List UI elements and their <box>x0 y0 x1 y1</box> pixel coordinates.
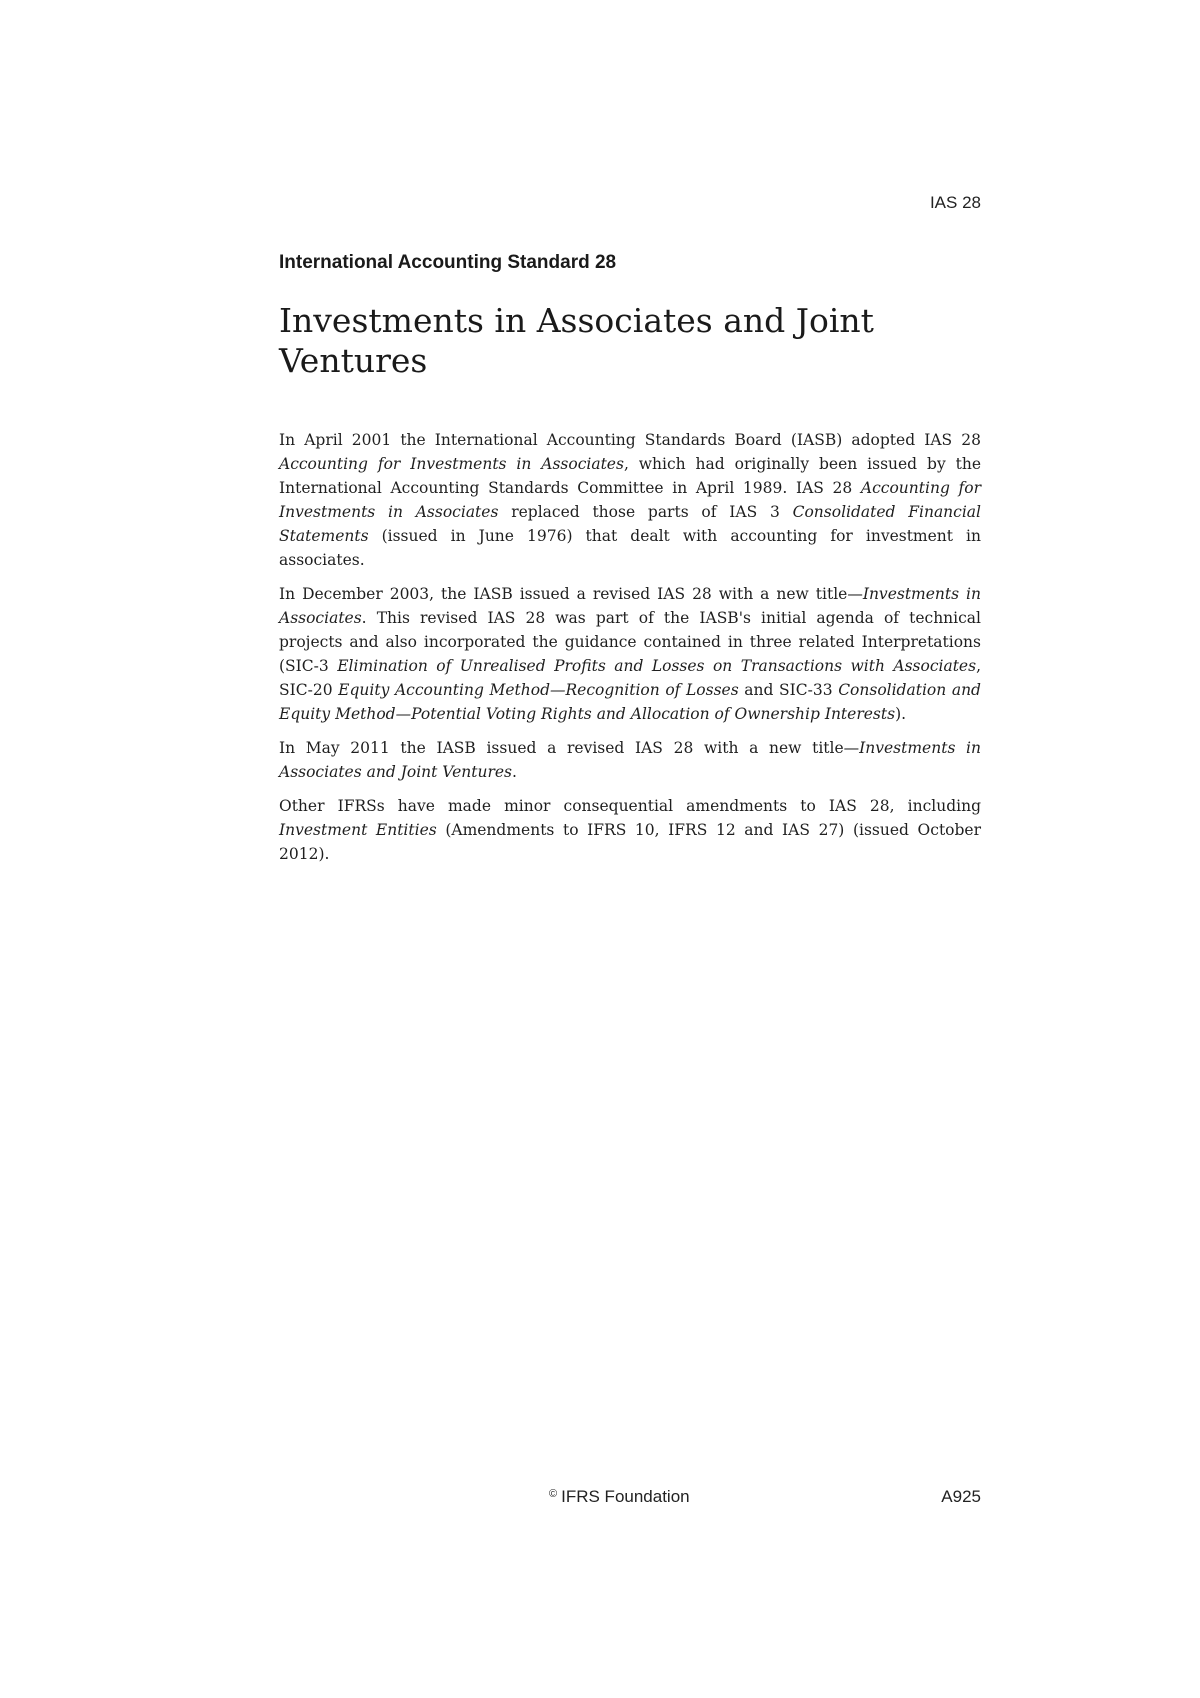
running-head: IAS 28 <box>929 193 981 212</box>
text-run: (Amendments to IFRS 10, IFRS 12 and IAS 27) (issued October 2012). <box>279 821 982 863</box>
text-run: ). <box>895 705 907 723</box>
text-run: , which had originally been issued by the International Accounting Standards Committee in April 1989. IAS 28 <box>279 455 981 497</box>
text-run: (issued in June 1976) that dealt with accounting for investment in associates. <box>279 527 981 569</box>
copyright-symbol: © <box>549 1488 558 1500</box>
text-run: . This revised IAS 28 was part of the IASB's initial agenda of technical projects and also incorporated the guidance contained in three related Interpretations (SIC-3 <box>279 609 981 675</box>
italic-text-run: Accounting for Investments in Associates <box>279 479 981 521</box>
text-run: replaced those parts of IAS 3 <box>498 503 793 521</box>
document-title: Investments in Associates and Joint Ventures <box>279 301 874 380</box>
text-run: and SIC-33 <box>738 681 839 699</box>
paragraph-3 <box>279 736 981 784</box>
text-run: In May 2011 the IASB issued a revised IAS 28 with a new title— <box>279 739 860 757</box>
text-run: In December 2003, the IASB issued a revised IAS 28 with a new title— <box>279 585 863 603</box>
text-run: . <box>511 763 517 781</box>
italic-text-run: Investments in Associates <box>279 585 981 627</box>
body-text <box>279 428 981 876</box>
page-number: A925 <box>941 1487 981 1506</box>
copyright-text: IFRS Foundation <box>561 1487 690 1506</box>
italic-text-run: Elimination of Unrealised Profits and Losses on Transactions with Associates <box>337 657 977 675</box>
copyright-notice <box>549 1487 690 1507</box>
italic-text-run: Consolidated Financial Statements <box>279 503 981 545</box>
italic-text-run: Consolidation and Equity Method—Potential Voting Rights and Allocation of Ownership Interests <box>279 681 981 723</box>
text-run: , SIC-20 <box>279 657 981 699</box>
italic-text-run: Equity Accounting Method—Recognition of Losses <box>338 681 739 699</box>
italic-text-run: Investments in Associates and Joint Ventures <box>279 739 982 781</box>
text-run: In April 2001 the International Accounting Standards Board (IASB) adopted IAS 28 <box>279 431 981 449</box>
italic-text-run: Investment Entities <box>279 821 437 839</box>
paragraph-2 <box>279 582 981 726</box>
standard-label: International Accounting Standard 28 <box>279 252 617 273</box>
paragraph-4 <box>279 794 981 866</box>
paragraph-1 <box>279 428 981 572</box>
italic-text-run: Accounting for Investments in Associates <box>279 455 624 473</box>
text-run: Other IFRSs have made minor consequential amendments to IAS 28, including <box>279 797 981 815</box>
